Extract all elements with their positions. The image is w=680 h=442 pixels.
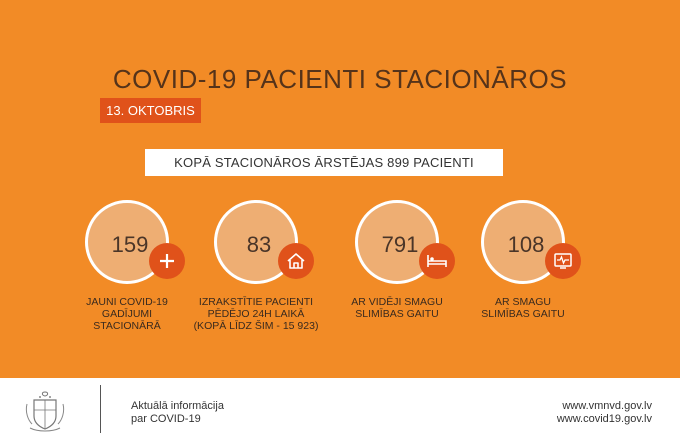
stat-label: AR VIDĒJI SMAGU SLIMĪBAS GAITU — [351, 296, 443, 320]
footer-links — [557, 400, 652, 426]
plus-icon — [149, 243, 185, 279]
page-title: COVID-19 PACIENTI STACIONĀROS — [112, 64, 568, 94]
stat-label: JAUNI COVID-19 GADĪJUMI STACIONĀRĀ — [86, 296, 168, 332]
footer-info: Aktuālā informācija par COVID-19 — [131, 400, 224, 425]
footer-divider — [100, 385, 101, 433]
house-icon — [278, 243, 314, 279]
date-badge: 13. OKTOBRIS — [100, 98, 201, 123]
stat-severe — [448, 200, 598, 340]
stat-value: 83 — [246, 232, 272, 257]
coat-of-arms-logo — [22, 388, 68, 434]
total-patients-banner: KOPĀ STACIONĀROS ĀRSTĒJAS 899 PACIENTI — [145, 149, 503, 176]
link-vmnvd[interactable]: www.vmnvd.gov.lv — [562, 400, 652, 412]
stat-value: 108 — [507, 232, 545, 257]
stat-new-cases — [52, 200, 202, 340]
stat-value: 791 — [381, 232, 419, 257]
stat-discharged — [181, 200, 331, 340]
link-covid19[interactable]: www.covid19.gov.lv — [556, 413, 652, 425]
stat-value: 159 — [111, 232, 149, 257]
stat-label: IZRAKSTĪTIE PACIENTI PĒDĒJO 24H LAIKĀ (KOPĀ LĪDZ ŠIM - 15 923) — [193, 296, 319, 332]
heart-monitor-icon — [545, 243, 581, 279]
stat-label: AR SMAGU SLIMĪBAS GAITU — [481, 296, 565, 320]
